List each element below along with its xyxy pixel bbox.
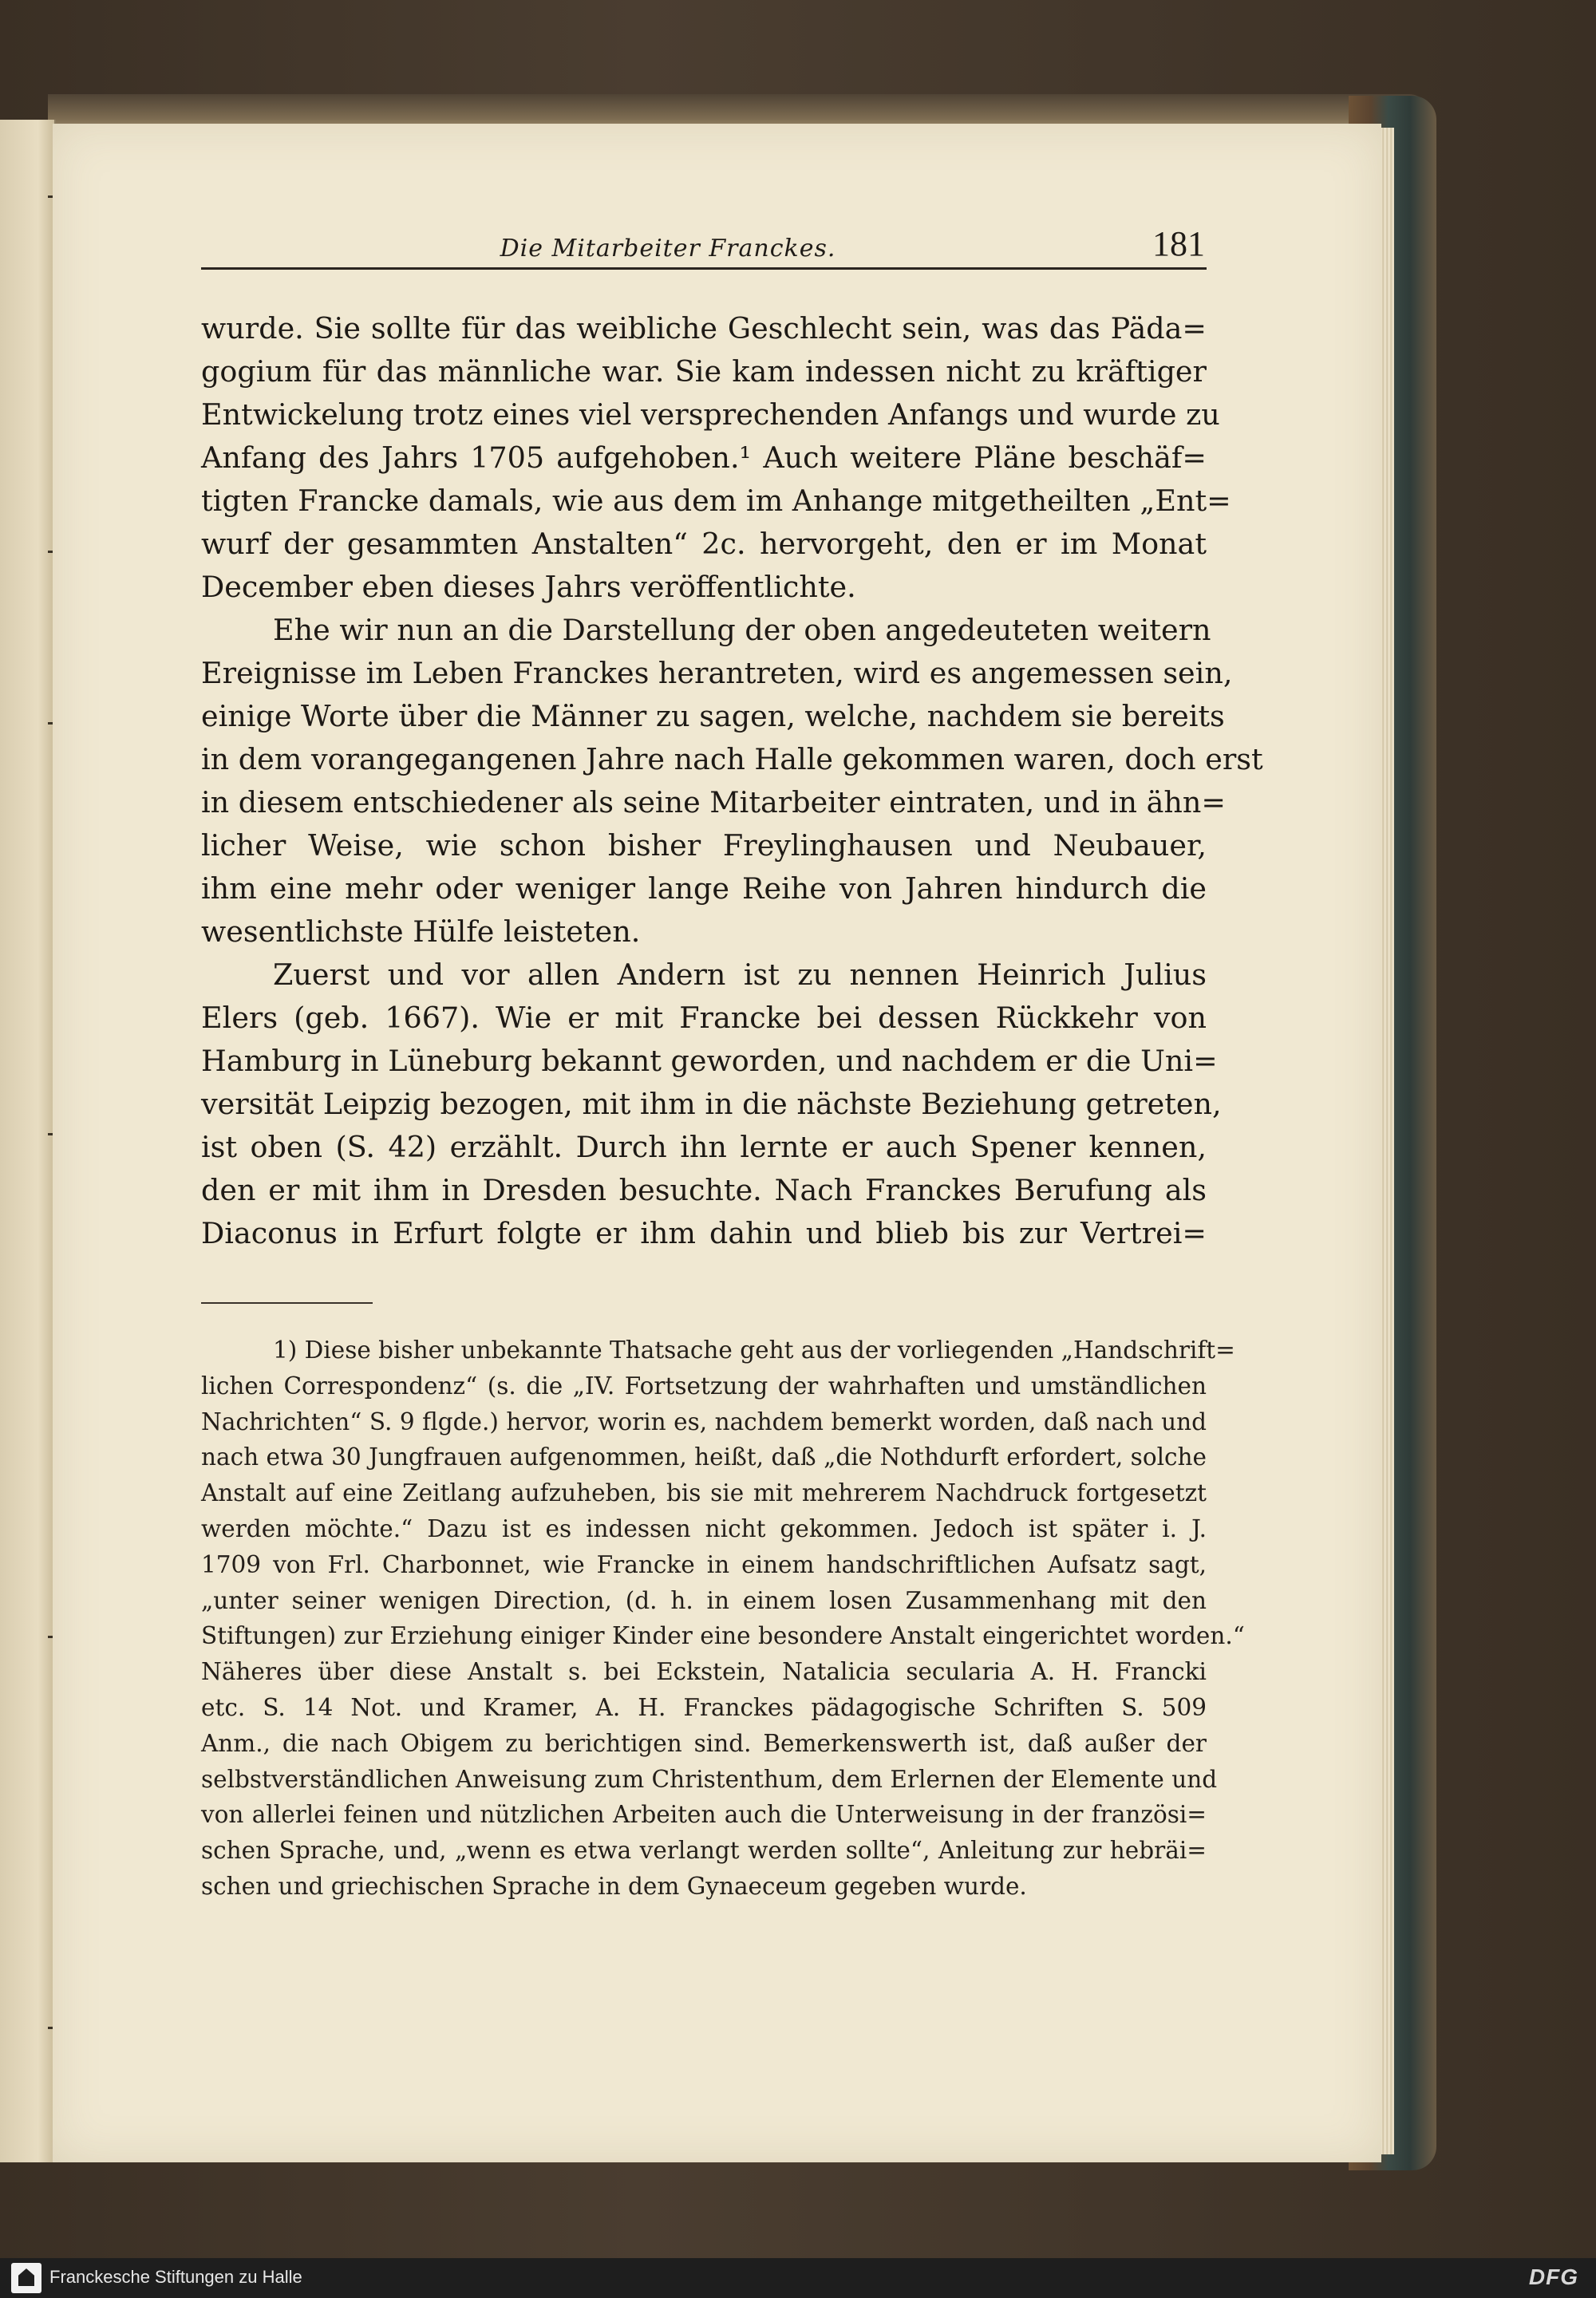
text-line: Ehe wir nun an die Darstellung der oben angedeuteten weitern xyxy=(273,613,1211,647)
footnote-line: lichen Correspondenz“ (s. die „IV. Fortsetzung der wahrhaften und umständlichen xyxy=(201,1372,1207,1400)
footnote-divider xyxy=(201,1302,373,1304)
text-line: Diaconus in Erfurt folgte er ihm dahin und blieb bis zur Vertrei= xyxy=(201,1216,1207,1250)
text-line: Entwickelung trotz eines viel versprechenden Anfangs und wurde zu xyxy=(201,397,1220,432)
text-line: wurf der gesammten Anstalten“ 2c. hervorgeht, den er im Monat xyxy=(201,527,1207,561)
text-line: versität Leipzig bezogen, mit ihm in die nächste Beziehung getreten, xyxy=(201,1087,1222,1121)
main-text xyxy=(201,307,1263,1255)
footnote-line: Anm., die nach Obigem zu berichtigen sind. Bemerkenswerth ist, daß außer der xyxy=(201,1729,1207,1757)
institution-name: Franckesche Stiftungen zu Halle xyxy=(49,2267,302,2287)
left-page-edge xyxy=(0,120,56,2162)
footnote-line: Stiftungen) zur Erziehung einiger Kinder eine besondere Anstalt eingerichtet worden.“ xyxy=(201,1622,1245,1650)
text-line: Hamburg in Lüneburg bekannt geworden, und nachdem er die Uni= xyxy=(201,1044,1218,1078)
institution-logo-icon xyxy=(11,2263,41,2293)
page-header xyxy=(201,219,1207,270)
dfg-logo: DFG xyxy=(1528,2264,1578,2289)
text-line: wesentlichste Hülfe leisteten. xyxy=(201,914,641,949)
text-line: tigten Francke damals, wie aus dem im Anhange mitgetheilten „Ent= xyxy=(201,484,1231,518)
text-line: December eben dieses Jahrs veröffentlichte. xyxy=(201,570,856,604)
footnote-line: schen Sprache, und, „wenn es etwa verlangt werden sollte“, Anleitung zur hebräi= xyxy=(201,1837,1207,1865)
viewer-footer xyxy=(0,2258,1596,2298)
text-line: ihm eine mehr oder weniger lange Reihe von Jahren hindurch die xyxy=(201,871,1207,906)
text-line: Anfang des Jahrs 1705 aufgehoben.¹ Auch weitere Pläne beschäf= xyxy=(201,440,1207,475)
footnote-line: 1) Diese bisher unbekannte Thatsache geht aus der vorliegenden „Handschrift= xyxy=(273,1337,1235,1364)
text-line: den er mit ihm in Dresden besuchte. Nach Franckes Berufung als xyxy=(201,1173,1207,1207)
running-title: Die Mitarbeiter Franckes. xyxy=(500,235,836,263)
text-line: licher Weise, wie schon bisher Freylinghausen und Neubauer, xyxy=(201,828,1207,863)
footnotes xyxy=(201,1333,1245,1905)
text-line: gogium für das männliche war. Sie kam indessen nicht zu kräftiger xyxy=(201,354,1207,389)
footnote-line: von allerlei feinen und nützlichen Arbeiten auch die Unterweisung in der französi= xyxy=(201,1801,1207,1829)
text-line: wurde. Sie sollte für das weibliche Geschlecht sein, was das Päda= xyxy=(201,311,1207,345)
footnote-line: Nachrichten“ S. 9 flgde.) hervor, worin es, nachdem bemerkt worden, daß nach und xyxy=(201,1408,1207,1435)
footnote-line: selbstverständlichen Anweisung zum Christenthum, dem Erlernen der Elemente und xyxy=(201,1765,1218,1793)
footnote-line: „unter seiner wenigen Direction, (d. h. in einem losen Zusammenhang mit den xyxy=(201,1586,1207,1614)
footnote-line: werden möchte.“ Dazu ist es indessen nicht gekommen. Jedoch ist später i. J. xyxy=(201,1514,1207,1542)
page-number: 181 xyxy=(1152,224,1205,263)
footnote-line: schen und griechischen Sprache in dem Gynaeceum gegeben wurde. xyxy=(201,1872,1027,1900)
footnote-line: nach etwa 30 Jungfrauen aufgenommen, heißt, daß „die Nothdurft erfordert, solche xyxy=(201,1443,1207,1471)
text-line: in dem vorangegangenen Jahre nach Halle gekommen waren, doch erst xyxy=(201,742,1263,776)
footnote-line: etc. S. 14 Not. und Kramer, A. H. Franckes pädagogische Schriften S. 509 xyxy=(201,1693,1207,1721)
text-line: Elers (geb. 1667). Wie er mit Francke bei dessen Rückkehr von xyxy=(201,1001,1207,1035)
footnote-line: Näheres über diese Anstalt s. bei Eckstein, Natalicia secularia A. H. Francki xyxy=(201,1658,1207,1686)
text-line: in diesem entschiedener als seine Mitarbeiter eintraten, und in ähn= xyxy=(201,785,1226,819)
text-line: Ereignisse im Leben Franckes herantreten, wird es angemessen sein, xyxy=(201,656,1233,690)
footnote-line: 1709 von Frl. Charbonnet, wie Francke in einem handschriftlichen Aufsatz sagt, xyxy=(201,1550,1207,1578)
text-line: einige Worte über die Männer zu sagen, welche, nachdem sie bereits xyxy=(201,699,1225,733)
text-line: Zuerst und vor allen Andern ist zu nennen Heinrich Julius xyxy=(273,958,1207,992)
footnote-line: Anstalt auf eine Zeitlang aufzuheben, bis sie mit mehrerem Nachdruck fortgesetzt xyxy=(201,1479,1207,1507)
text-line: ist oben (S. 42) erzählt. Durch ihn lernte er auch Spener kennen, xyxy=(201,1130,1207,1164)
